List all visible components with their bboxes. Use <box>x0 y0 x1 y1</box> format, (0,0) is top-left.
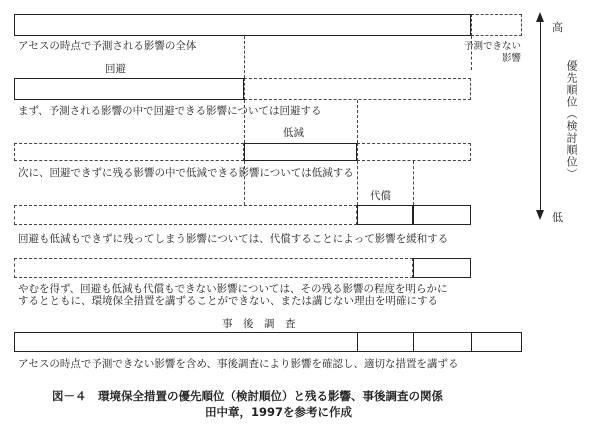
compensation-left-bar <box>14 205 357 225</box>
post-survey-label: 事 後 調 査 <box>222 318 296 330</box>
divider <box>357 100 358 143</box>
residual-description-line1: やむを得ず、回避も低減も代償もできない影響については、その残る影響の程度を明らかに <box>18 283 448 295</box>
divider <box>357 161 358 205</box>
avoidance-bar <box>14 78 244 100</box>
divider <box>244 36 245 78</box>
unpredictable-impact-bar <box>471 14 522 36</box>
residual-left-bar <box>14 258 413 278</box>
reduction-label: 低減 <box>283 127 304 139</box>
post-survey-bar <box>14 332 522 352</box>
residual-description-line2: するとともに、環境保全措置を講ずることができない、または講じない理由を明確にする <box>18 295 438 307</box>
divider <box>471 332 472 352</box>
figure-source: 田中章，1997を参考に作成 <box>205 405 353 419</box>
avoidance-description: まず、予測される影響の中で回避できる影響については回避する <box>18 105 322 117</box>
unpredictable-impact-label: 予測できない 影響 <box>463 41 521 64</box>
compensation-bar-2 <box>413 205 471 225</box>
residual-impact-bar <box>413 258 471 278</box>
reduction-left-bar <box>14 143 244 161</box>
post-survey-description: アセスの時点で予測できない影響を含め、事後調査により影響を確認し、適切な措置を講ずる <box>18 358 459 370</box>
priority-order-label: 優先順位（検討順位） <box>565 60 578 180</box>
divider <box>413 332 414 352</box>
reduction-remainder-bar <box>357 143 471 161</box>
avoidance-label: 回避 <box>105 63 126 75</box>
priority-arrow-up-icon <box>536 12 544 22</box>
compensation-label: 代償 <box>370 190 391 202</box>
overall-impact-label: アセスの時点で予測される影響の全体 <box>18 40 197 52</box>
compensation-description: 回避も低減もできずに残ってしまう影響については、代償することによって影響を緩和する <box>18 233 449 245</box>
figure-caption: 図－４ 環境保全措置の優先順位（検討順位）と残る影響、事後調査の関係 <box>52 389 443 403</box>
divider <box>244 161 245 205</box>
priority-low-label: 低 <box>552 211 563 224</box>
divider <box>244 100 245 143</box>
priority-arrow-line <box>540 22 541 212</box>
divider <box>413 161 414 205</box>
reduction-bar <box>244 143 357 161</box>
priority-high-label: 高 <box>552 21 563 34</box>
divider <box>357 332 358 352</box>
overall-impact-bar <box>14 14 471 36</box>
reduction-description: 次に、回避できずに残る影響の中で低減できる影響については低減する <box>18 167 354 179</box>
avoidance-remainder-bar <box>244 78 471 100</box>
priority-arrow-down-icon <box>536 210 544 220</box>
compensation-bar <box>357 205 413 225</box>
